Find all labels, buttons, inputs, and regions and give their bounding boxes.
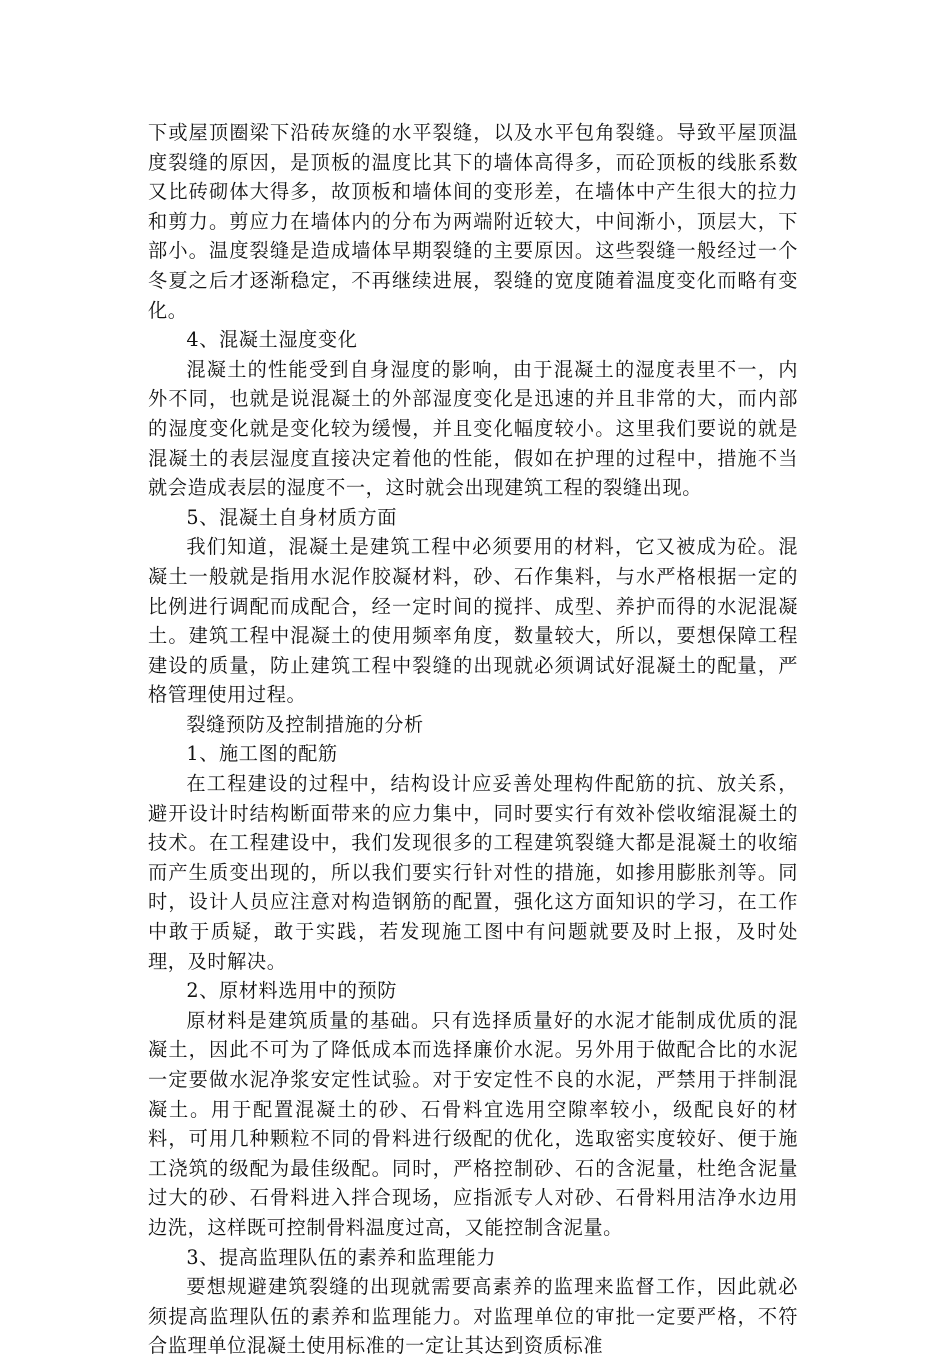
paragraph-temperature-cracks: 下或屋顶圈梁下沿砖灰缝的水平裂缝，以及水平包角裂缝。导致平屋顶温度裂缝的原因，是顶板的温度比其下的墙体高得多，而砼顶板的线胀系数又比砖砌体大得多，故顶板和墙体间的变形差，在墙体中产生很大的拉力和剪力。剪应力在墙体内的分布为两端附近较大，中间渐小，顶层大，下部小。温度裂缝是造成墙体早期裂缝的主要原因。这些裂缝一般经过一个冬夏之后才逐渐稳定，不再继续进展，裂缝的宽度随着温度变化而略有变化。 [148, 121, 798, 322]
heading-raw-materials: 2、原材料选用中的预防 [186, 979, 398, 1003]
heading-construction-drawings: 1、施工图的配筋 [186, 742, 338, 766]
paragraph-humidity-change: 混凝土的性能受到自身湿度的影响，由于混凝土的湿度表里不一，内外不同，也就是说混凝土的外部湿度变化是迅速的并且非常的大，而内部的湿度变化就是变化较为缓慢，并且变化幅度较小。这里我们要说的就是混凝土的表层湿度直接决定着他的性能，假如在护理的过程中，措施不当就会造成表层的湿度不一，这时就会出现建筑工程的裂缝出现。 [148, 357, 798, 500]
paragraph-construction-drawings: 在工程建设的过程中，结构设计应妥善处理构件配筋的抗、放关系，避开设计时结构断面带来的应力集中，同时要实行有效补偿收缩混凝土的技术。在工程建设中，我们发现很多的工程建筑裂缝大都是混凝土的收缩而产生质变出现的，所以我们要实行针对性的措施，如掺用膨胀剂等。同时，设计人员应注意对构造钢筋的配置，强化这方面知识的学习，在工作中敢于质疑，敢于实践，若发现施工图中有问题就要及时上报，及时处理，及时解决。 [148, 772, 798, 973]
heading-prevention-analysis: 裂缝预防及控制措施的分析 [186, 712, 424, 736]
paragraph-raw-materials: 原材料是建筑质量的基础。只有选择质量好的水泥才能制成优质的混凝土，因此不可为了降低成本而选择廉价水泥。另外用于做配合比的水泥一定要做水泥净浆安定性试验。对于安定性不良的水泥，严禁用于拌制混凝土。用于配置混凝土的砂、石骨料宜选用空隙率较小，级配良好的材料，可用几种颗粒不同的骨料进行级配的优化，选取密实度较好、便于施工浇筑的级配为最佳级配。同时，严格控制砂、石的含泥量，杜绝含泥量过大的砂、石骨料进入拌合现场，应指派专人对砂、石骨料用洁净水边用边洗，这样既可控制骨料温度过高，又能控制含泥量。 [148, 1008, 798, 1239]
heading-material-properties: 5、混凝土自身材质方面 [186, 505, 398, 529]
heading-supervision: 3、提高监理队伍的素养和监理能力 [186, 1245, 497, 1269]
paragraph-supervision: 要想规避建筑裂缝的出现就需要高素养的监理来监督工作，因此就必须提高监理队伍的素养和监理能力。对监理单位的审批一定要严格，不符合监理单位混凝土使用标准的一定让其达到资质标准 [148, 1275, 798, 1358]
document-page [148, 118, 798, 1361]
paragraph-material-properties: 我们知道，混凝土是建筑工程中必须要用的材料，它又被成为砼。混凝土一般就是指用水泥作胶凝材料，砂、石作集料，与水严格根据一定的比例进行调配而成配合，经一定时间的搅拌、成型、养护而得的水泥混凝土。建筑工程中混凝土的使用频率角度，数量较大，所以，要想保障工程建设的质量，防止建筑工程中裂缝的出现就必须调试好混凝土的配量，严格管理使用过程。 [148, 535, 798, 707]
heading-humidity-change: 4、混凝土湿度变化 [186, 328, 358, 352]
